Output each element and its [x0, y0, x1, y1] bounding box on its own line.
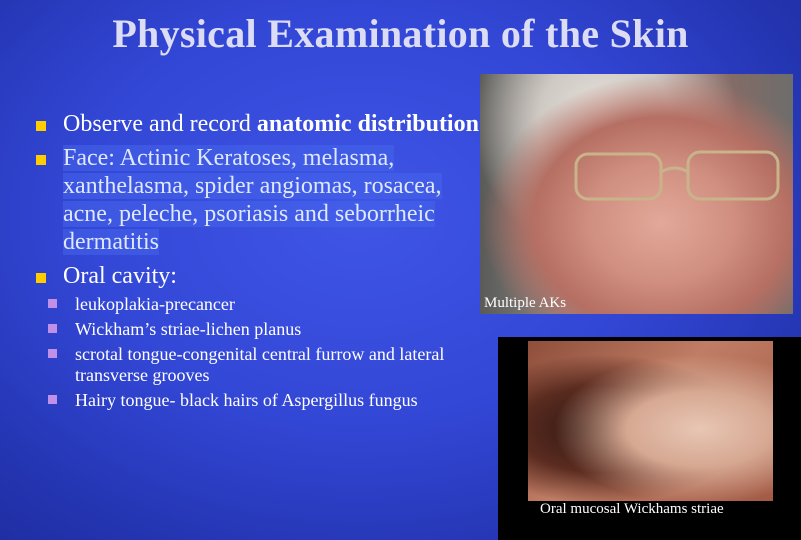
- bullet-text: Oral cavity:: [63, 263, 177, 289]
- sub-bullet-text: Wickham’s striae-lichen planus: [75, 319, 302, 339]
- sub-bullet-icon: [48, 349, 57, 358]
- eyeglasses-icon: [568, 144, 788, 204]
- sub-bullet-icon: [48, 299, 57, 308]
- square-bullet-icon: [36, 121, 46, 131]
- bullet-item: [30, 262, 480, 290]
- sub-bullet-item: [30, 319, 480, 340]
- sub-bullet-text: Hairy tongue- black hairs of Aspergillus fungus: [75, 390, 418, 410]
- face-photo: [480, 74, 793, 314]
- bullet-text: Observe and record: [63, 111, 257, 137]
- square-bullet-icon: [36, 273, 46, 283]
- photo-caption: Oral mucosal Wickhams striae: [540, 501, 724, 517]
- sub-bullet-icon: [48, 395, 57, 404]
- sub-bullet-item: [30, 294, 480, 315]
- slide-title: Physical Examination of the Skin: [112, 11, 689, 56]
- sub-bullet-item: [30, 344, 480, 386]
- sub-bullet-item: [30, 390, 480, 411]
- photo-caption: Multiple AKs: [484, 295, 567, 311]
- sub-bullet-text: scrotal tongue-congenital central furrow and lateral transverse grooves: [75, 344, 445, 385]
- bullet-bold-text: anatomic distribution: [256, 111, 479, 137]
- sub-bullet-text: leukoplakia-precancer: [75, 294, 235, 314]
- square-bullet-icon: [36, 155, 46, 165]
- bullet-list: [30, 110, 480, 415]
- sub-bullet-icon: [48, 324, 57, 333]
- bullet-item: [30, 144, 480, 256]
- oral-mucosa-image: [528, 341, 773, 501]
- bullet-item: [30, 110, 480, 138]
- oral-mucosa-photo: [498, 337, 801, 540]
- sub-bullet-list: [30, 294, 480, 411]
- bullet-text: Face: Actinic Keratoses, melasma, xanthelasma, spider angiomas, rosacea, acne, peleche, psoriasis and seborrheic dermatitis: [63, 145, 442, 255]
